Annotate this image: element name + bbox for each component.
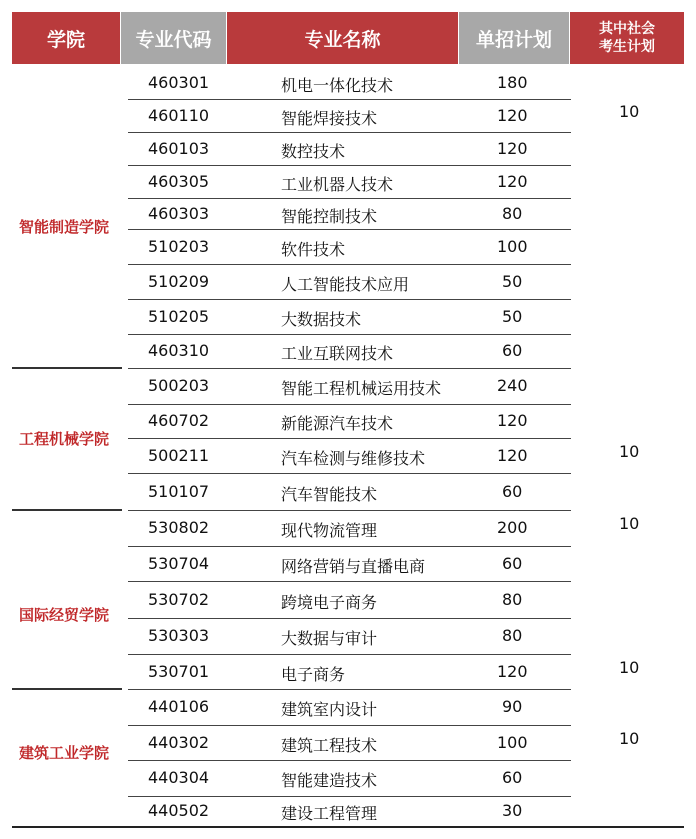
header-social-plan xyxy=(570,12,684,64)
row-divider xyxy=(128,581,571,582)
major-name: 建设工程管理 xyxy=(281,804,378,823)
social-candidate-plan: 10 xyxy=(619,729,640,748)
major-code: 460301 xyxy=(148,73,210,92)
major-name: 建筑工程技术 xyxy=(281,736,378,755)
header-name-label: 专业名称 xyxy=(304,28,381,51)
major-name: 工业互联网技术 xyxy=(281,344,394,363)
row-divider xyxy=(128,368,571,369)
row-divider xyxy=(128,796,571,797)
major-code: 440502 xyxy=(148,801,210,820)
major-name: 跨境电子商务 xyxy=(281,593,378,612)
major-name: 大数据技术 xyxy=(281,310,362,329)
major-name: 人工智能技术应用 xyxy=(281,275,410,294)
college-name: 国际经贸学院 xyxy=(18,606,109,624)
enrollment-plan: 60 xyxy=(502,554,523,573)
enrollment-plan: 80 xyxy=(502,626,523,645)
major-name: 智能建造技术 xyxy=(281,771,378,790)
major-code: 510203 xyxy=(148,237,210,256)
row-divider xyxy=(128,334,571,335)
enrollment-plan: 120 xyxy=(497,172,528,191)
major-code: 460303 xyxy=(148,204,210,223)
row-divider xyxy=(128,510,571,511)
major-name: 建筑室内设计 xyxy=(281,700,378,719)
major-code: 440106 xyxy=(148,697,210,716)
college-name: 工程机械学院 xyxy=(18,430,109,448)
major-code: 530704 xyxy=(148,554,210,573)
row-divider xyxy=(128,198,571,199)
major-code: 460110 xyxy=(148,106,210,125)
major-name: 汽车智能技术 xyxy=(281,485,378,504)
major-code: 500211 xyxy=(148,446,210,465)
major-name: 新能源汽车技术 xyxy=(281,414,394,433)
enrollment-plan: 50 xyxy=(502,272,523,291)
major-code: 440302 xyxy=(148,733,210,752)
major-code: 460305 xyxy=(148,172,210,191)
major-name: 现代物流管理 xyxy=(281,521,378,540)
enrollment-plan: 120 xyxy=(497,106,528,125)
college-name: 建筑工业学院 xyxy=(18,744,109,762)
row-divider xyxy=(128,725,571,726)
enrollment-plan: 120 xyxy=(497,139,528,158)
enrollment-plan: 80 xyxy=(502,204,523,223)
social-candidate-plan: 10 xyxy=(619,442,640,461)
major-name: 网络营销与直播电商 xyxy=(281,557,426,576)
group-separator xyxy=(12,688,122,690)
college-name: 智能制造学院 xyxy=(18,218,109,236)
enrollment-plan: 180 xyxy=(497,73,528,92)
enrollment-plan: 60 xyxy=(502,341,523,360)
row-divider xyxy=(128,99,571,100)
enrollment-plan: 100 xyxy=(497,733,528,752)
enrollment-plan: 50 xyxy=(502,307,523,326)
enrollment-plan: 80 xyxy=(502,590,523,609)
header-college xyxy=(12,12,120,64)
major-name: 汽车检测与维修技术 xyxy=(281,449,426,468)
row-divider xyxy=(128,689,571,690)
social-candidate-plan: 10 xyxy=(619,102,640,121)
enrollment-plan: 120 xyxy=(497,411,528,430)
header-social-line1: 其中社会 xyxy=(599,21,655,37)
row-divider xyxy=(128,404,571,405)
major-name: 数控技术 xyxy=(281,142,346,161)
enrollment-plan: 30 xyxy=(502,801,523,820)
major-code: 500203 xyxy=(148,376,210,395)
major-code: 530802 xyxy=(148,518,210,537)
major-code: 460702 xyxy=(148,411,210,430)
enrollment-plan: 60 xyxy=(502,482,523,501)
major-name: 智能控制技术 xyxy=(281,207,378,226)
enrollment-plan: 60 xyxy=(502,768,523,787)
major-name: 智能焊接技术 xyxy=(281,109,378,128)
enrollment-plan: 200 xyxy=(497,518,528,537)
major-name: 机电一体化技术 xyxy=(281,76,394,95)
row-divider xyxy=(128,165,571,166)
major-code: 460103 xyxy=(148,139,210,158)
major-code: 530701 xyxy=(148,662,210,681)
major-name: 智能工程机械运用技术 xyxy=(281,379,442,398)
major-code: 440304 xyxy=(148,768,210,787)
header-code-label: 专业代码 xyxy=(135,28,212,51)
row-divider xyxy=(128,473,571,474)
enrollment-plan: 120 xyxy=(497,662,528,681)
enrollment-plan: 90 xyxy=(502,697,523,716)
major-code: 510107 xyxy=(148,482,210,501)
major-code: 460310 xyxy=(148,341,210,360)
row-divider xyxy=(128,760,571,761)
header-plan xyxy=(459,12,569,64)
row-divider xyxy=(128,132,571,133)
major-name: 电子商务 xyxy=(281,665,346,684)
enrollment-plan: 240 xyxy=(497,376,528,395)
social-candidate-plan: 10 xyxy=(619,514,640,533)
header-social-line2: 考生计划 xyxy=(599,39,655,55)
row-divider xyxy=(128,654,571,655)
row-divider xyxy=(128,546,571,547)
group-separator xyxy=(12,509,122,511)
social-candidate-plan: 10 xyxy=(619,658,640,677)
row-divider xyxy=(128,264,571,265)
header-college-label: 学院 xyxy=(46,28,85,51)
major-name: 工业机器人技术 xyxy=(281,175,394,194)
row-divider xyxy=(128,438,571,439)
header-code xyxy=(121,12,226,64)
header-plan-label: 单招计划 xyxy=(475,28,552,51)
header-name xyxy=(227,12,458,64)
major-code: 530702 xyxy=(148,590,210,609)
enrollment-plan: 100 xyxy=(497,237,528,256)
row-divider xyxy=(128,618,571,619)
table-bottom-line xyxy=(12,826,684,828)
major-name: 大数据与审计 xyxy=(281,629,378,648)
major-code: 510205 xyxy=(148,307,210,326)
major-name: 软件技术 xyxy=(281,240,346,259)
major-code: 530303 xyxy=(148,626,210,645)
row-divider xyxy=(128,299,571,300)
major-code: 510209 xyxy=(148,272,210,291)
row-divider xyxy=(128,229,571,230)
enrollment-plan: 120 xyxy=(497,446,528,465)
group-separator xyxy=(12,367,122,369)
